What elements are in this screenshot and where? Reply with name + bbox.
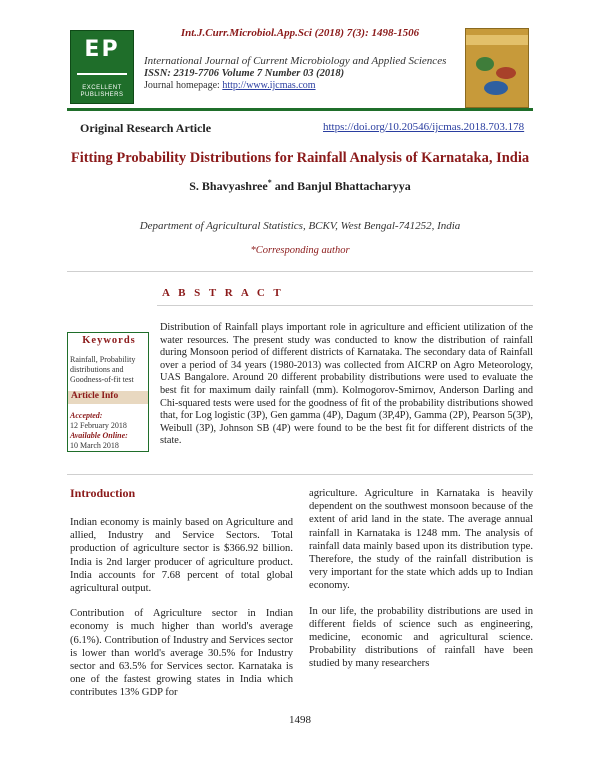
available-online-date: 10 March 2018 bbox=[70, 441, 119, 450]
cover-graphic bbox=[476, 57, 494, 71]
corresponding-author-note: *Corresponding author bbox=[250, 245, 350, 256]
logo-letters: EP bbox=[84, 37, 120, 62]
cover-graphic bbox=[484, 81, 508, 95]
article-info-details bbox=[70, 411, 150, 451]
introduction-heading: Introduction bbox=[70, 486, 136, 500]
author-1: S. Bhavyashree bbox=[189, 179, 268, 193]
affiliation: Department of Agricultural Statistics, BCKV, West Bengal-741252, India bbox=[139, 220, 461, 232]
abstract-divider bbox=[157, 305, 533, 306]
corresponding-mark: * bbox=[267, 178, 272, 187]
journal-cover-image bbox=[465, 28, 529, 108]
left-column bbox=[70, 516, 293, 712]
abstract-heading: A B S T R A C T bbox=[162, 287, 284, 299]
article-info-title: Article Info bbox=[71, 391, 119, 401]
paper-title: Fitting Probability Distributions for Rainfall Analysis of Karnataka, India bbox=[70, 150, 530, 166]
homepage-label: Journal homepage: bbox=[144, 80, 223, 91]
homepage-link[interactable]: http://www.ijcmas.com bbox=[222, 80, 316, 91]
accepted-date: 12 February 2018 bbox=[70, 421, 127, 430]
keywords-list: Rainfall, Probability distributions and Goodness-of-fit test bbox=[70, 355, 136, 384]
paragraph: agriculture. Agriculture in Karnataka is heavily dependent on the southwest monsoon because of the extent of arid land in the state. The average annual rainfall in Karnataka is 1248 mm. The analysis of rainfall data mainly based upon its distribution type. Therefore, the study of the rainfall distribution is very important for the state which adds up to Indian economy. bbox=[309, 488, 533, 592]
abstract-text: Distribution of Rainfall plays important role in agriculture and efficient utilization of the water resources. The present study was conducted to know the distribution of rainfall during Monsoon period of different districts of Karnataka. The secondary data of Rainfall over a period of 34 years (1980-2013) was collected from AICRP on Agro Meteorology, UAS Bangalore. Around 20 different probability distributions were used to evaluate the best fit for maximum daily rainfall (mm). Kolmogorov-Smirnov, Anderson Darling and Chi-squared tests were used for the goodness of fit of the probability distributions showed that, for Log logistic (3P), Gen gamma (4P), Dagum (3P,4P), Gamma (2P), Pearson 5(3P), Weibull (3P), Johnson SB (4P) were found to be the best fit for different districts of the state. bbox=[160, 322, 533, 447]
paragraph: Contribution of Agriculture sector in Indian economy is much higher than world's average (6.1%). Contribution of Industry and Services sector is lower than world's average 30.5% for Industry sector and 63.5% for Services sector. Karnataka is one of the fastest growing states in India which contributes 13% GDP for bbox=[70, 608, 293, 699]
available-online-label: Available Online: bbox=[70, 431, 128, 440]
keywords-title: Keywords bbox=[82, 335, 136, 346]
author-2: and Banjul Bhattacharyya bbox=[271, 179, 411, 193]
section-divider bbox=[67, 271, 533, 272]
journal-name: International Journal of Current Microbiology and Applied Sciences bbox=[144, 55, 447, 67]
journal-citation: Int.J.Curr.Microbiol.App.Sci (2018) 7(3): 1498-1506 bbox=[180, 27, 420, 39]
page-number: 1498 bbox=[289, 714, 311, 726]
cover-band bbox=[466, 35, 528, 45]
doi-link[interactable]: https://doi.org/10.20546/ijcmas.2018.703.178 bbox=[323, 121, 525, 133]
paragraph: In our life, the probability distributions are used in different fields of science such as engineering, medicine, economic and agricultural science. Probability distributions of rainfall have been studied by many researchers bbox=[309, 605, 533, 670]
logo-publisher-name: EXCELLENT PUBLISHERS bbox=[80, 85, 124, 98]
right-column bbox=[309, 487, 533, 683]
cover-graphic bbox=[496, 67, 516, 79]
accepted-label: Accepted: bbox=[70, 411, 103, 420]
journal-homepage bbox=[144, 80, 316, 91]
paragraph: Indian economy is mainly based on Agriculture and allied, Industry and Service Sectors. Total production of agriculture sector is $366.92 billion. India is 2nd larger producer of agriculture product. India accounts for 7.68 percent of total global agricultural output. bbox=[70, 517, 293, 595]
abstract-bottom-divider bbox=[67, 474, 533, 475]
header-divider bbox=[67, 108, 533, 111]
article-type: Original Research Article bbox=[80, 121, 212, 135]
issn-line: ISSN: 2319-7706 Volume 7 Number 03 (2018) bbox=[144, 68, 345, 79]
logo-stripe bbox=[77, 73, 127, 75]
publisher-logo bbox=[70, 30, 134, 104]
authors bbox=[0, 178, 600, 194]
